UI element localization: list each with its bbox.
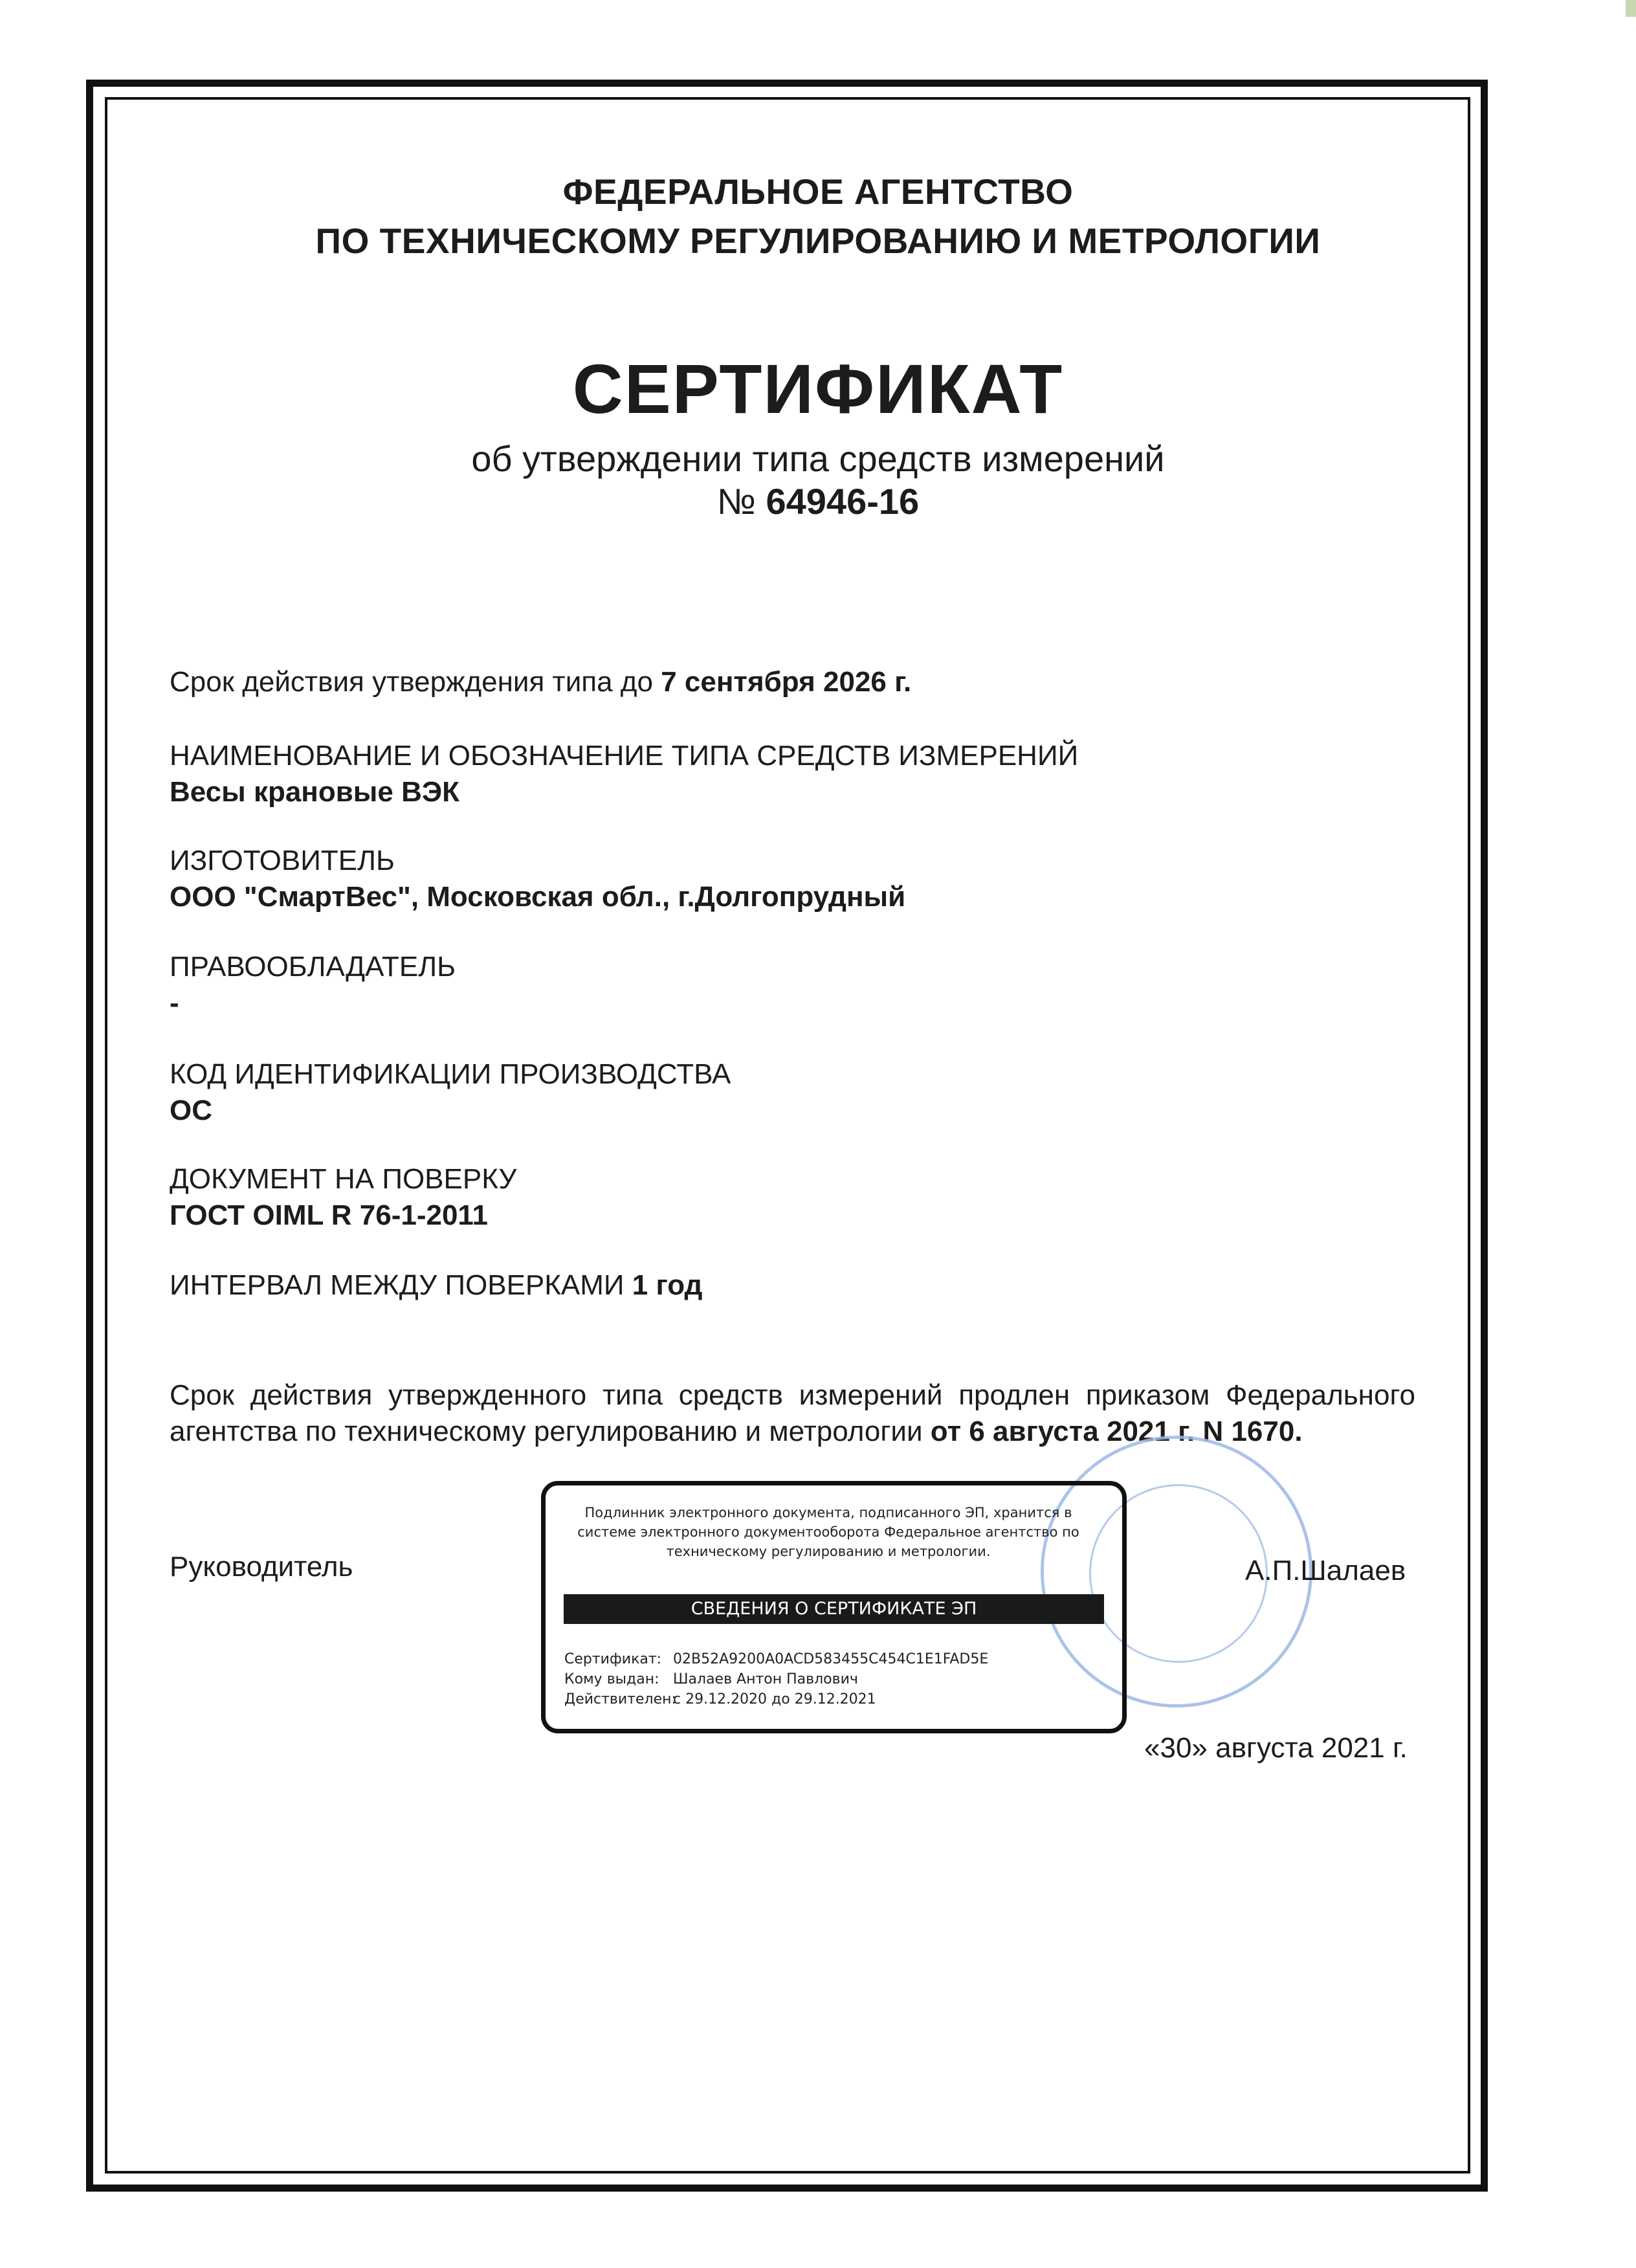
valid-value: с 29.12.2020 до 29.12.2021 (673, 1691, 876, 1707)
agency-name (0, 167, 1636, 265)
field-value: ОС (170, 1095, 212, 1126)
certificate-number (0, 480, 1636, 522)
signature-date: «30» августа 2021 г. (1144, 1732, 1408, 1764)
issued-label: Кому выдан: (564, 1671, 659, 1687)
e-signature-header: СВЕДЕНИЯ О СЕРТИФИКАТЕ ЭП (564, 1594, 1104, 1624)
field-verification-doc (170, 1161, 516, 1234)
field-manufacturer (170, 843, 905, 915)
field-rights-holder (170, 949, 456, 1021)
extension-paragraph (170, 1377, 1415, 1450)
field-label: ПРАВООБЛАДАТЕЛЬ (170, 951, 456, 983)
field-value: ГОСТ OIML R 76-1-2011 (170, 1199, 488, 1231)
valid-label: Действителен: (564, 1691, 676, 1707)
cert-label: Сертификат: (564, 1651, 662, 1667)
extension-text: Срок действия утвержденного типа средств измерений продлен приказом Федерального агентства по техническому регулированию и метрологии (170, 1379, 1415, 1447)
agency-line-2: ПО ТЕХНИЧЕСКОМУ РЕГУЛИРОВАНИЮ И МЕТРОЛОГИИ (315, 221, 1321, 261)
signatory-name: А.П.Шалаев (1245, 1555, 1406, 1586)
number-value: 64946-16 (766, 481, 920, 522)
certificate-title: СЕРТИФИКАТ (572, 350, 1064, 428)
e-signature-valid-row (564, 1689, 988, 1709)
interval-label: ИНТЕРВАЛ МЕЖДУ ПОВЕРКАМИ (170, 1269, 625, 1301)
number-prefix: № (716, 481, 756, 522)
field-value: - (170, 987, 179, 1019)
field-label: НАИМЕНОВАНИЕ И ОБОЗНАЧЕНИЕ ТИПА СРЕДСТВ ИЗМЕРЕНИЙ (170, 740, 1079, 772)
agency-line-1: ФЕДЕРАЛЬНОЕ АГЕНТСТВО (562, 172, 1074, 212)
e-signature-note: Подлинник электронного документа, подписанного ЭП, хранится в системе электронного документооборота Федеральное агентство по техническому регулированию и метрологии. (577, 1505, 1079, 1559)
interval-value: 1 год (632, 1269, 703, 1301)
verification-interval (170, 1267, 702, 1304)
scan-edge-mark (1626, 0, 1636, 17)
field-value: ООО "СмартВес", Московская обл., г.Долгопрудный (170, 881, 906, 913)
e-signature-issued-row (564, 1669, 988, 1689)
e-signature-cert-row (564, 1649, 988, 1669)
field-label: ДОКУМЕНТ НА ПОВЕРКУ (170, 1163, 517, 1195)
field-value: Весы крановые ВЭК (170, 776, 460, 808)
field-measure-type (170, 738, 1078, 810)
field-label: ИЗГОТОВИТЕЛЬ (170, 845, 395, 876)
issued-value: Шалаев Антон Павлович (673, 1671, 858, 1687)
extension-order: от 6 августа 2021 г. N 1670. (930, 1416, 1303, 1447)
validity-line (170, 664, 911, 700)
cert-value: 02B52A9200A0ACD583455C454C1E1FAD5E (673, 1651, 989, 1667)
certificate-subtitle: об утверждении типа средств измерений (471, 438, 1165, 479)
field-label: КОД ИДЕНТИФИКАЦИИ ПРОИЗВОДСТВА (170, 1058, 731, 1090)
signatory-position: Руководитель (170, 1551, 353, 1583)
e-signature-details (564, 1649, 988, 1709)
field-production-code (170, 1056, 731, 1129)
validity-date: 7 сентября 2026 г. (661, 666, 912, 698)
validity-label: Срок действия утверждения типа до (170, 666, 653, 698)
